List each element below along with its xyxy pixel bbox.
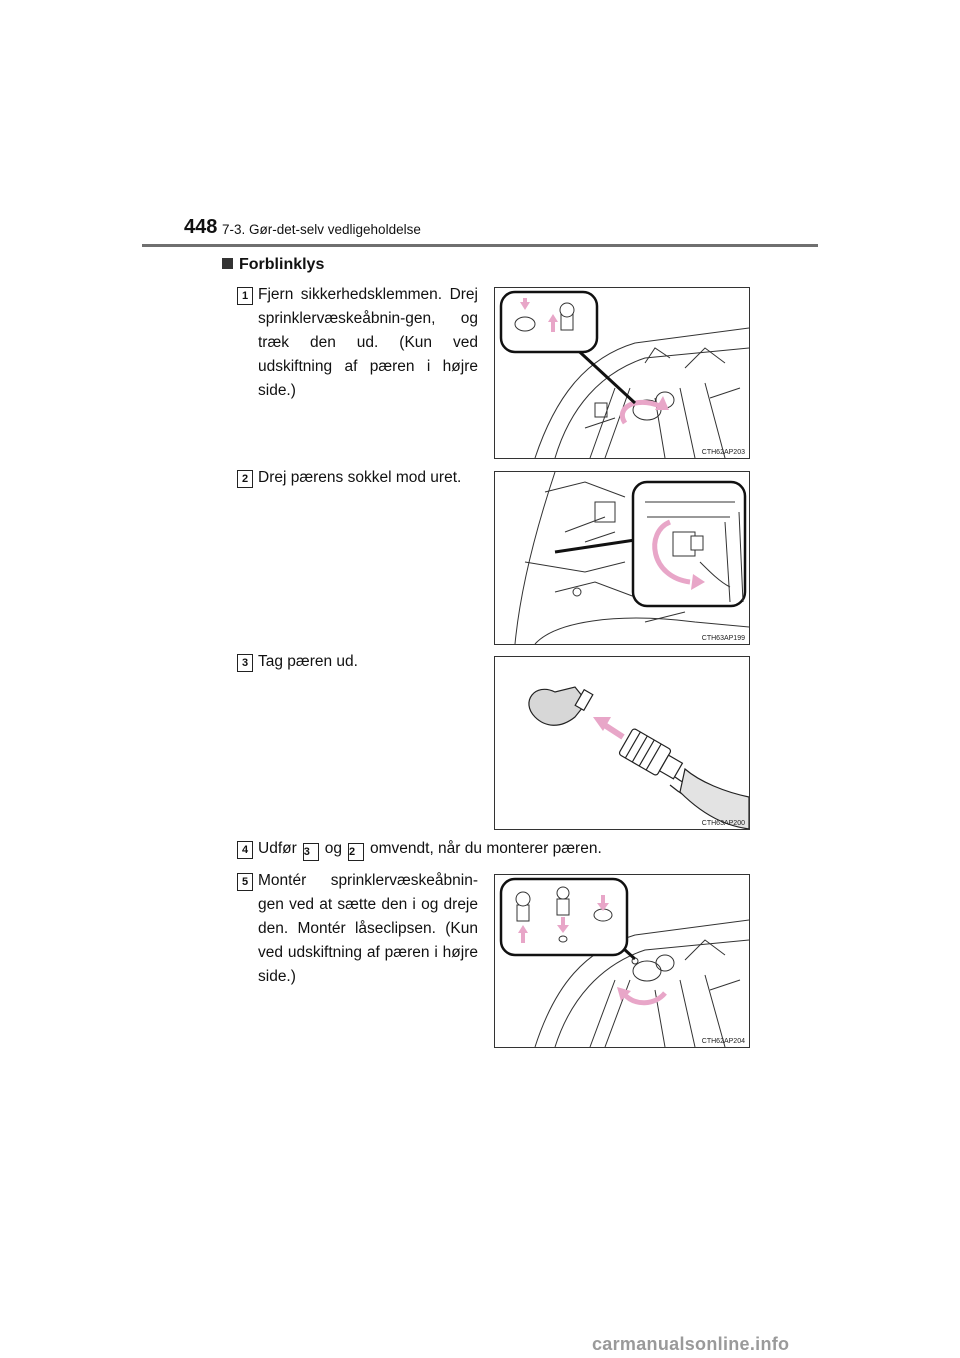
figure-code-2: CTH63AP199 bbox=[701, 635, 745, 642]
figure-code-5: CTH62AP204 bbox=[701, 1038, 745, 1045]
step-number-4: 4 bbox=[237, 841, 253, 859]
step-number-1: 1 bbox=[237, 287, 253, 305]
step-4-text-before: Udfør bbox=[258, 840, 297, 857]
engine-bay-illustration-2 bbox=[495, 472, 749, 644]
header-rule bbox=[142, 244, 818, 247]
figure-step-2 bbox=[494, 471, 750, 645]
step-number-3: 3 bbox=[237, 654, 253, 672]
section-heading bbox=[222, 256, 324, 274]
figure-code-3: CTH63AP200 bbox=[701, 820, 745, 827]
step-number-5: 5 bbox=[237, 873, 253, 891]
step-2-text: Drej pærens sokkel mod uret. bbox=[258, 469, 462, 486]
figure-code-1: CTH62AP203 bbox=[701, 449, 745, 456]
section-heading-text: Forblinklys bbox=[239, 256, 325, 273]
step-ref-3: 3 bbox=[303, 843, 319, 861]
section-title: 7-3. Gør-det-selv vedligeholdelse bbox=[222, 222, 421, 237]
page-number: 448 bbox=[184, 216, 218, 238]
step-ref-2: 2 bbox=[348, 843, 364, 861]
step-1-text: Fjern sikkerhedsklemmen. Drej sprinklervæskeåbnin-gen, og træk den ud. (Kun ved udskiftning af pæren i højre side.) bbox=[258, 286, 478, 399]
square-bullet-icon bbox=[222, 258, 233, 269]
step-number-2: 2 bbox=[237, 470, 253, 488]
step-4-text bbox=[258, 837, 738, 861]
figure-step-3 bbox=[494, 656, 750, 830]
engine-bay-illustration-1 bbox=[495, 288, 749, 458]
step-3-text: Tag pæren ud. bbox=[258, 653, 358, 670]
figure-step-5 bbox=[494, 874, 750, 1048]
step-4-text-middle: og bbox=[324, 840, 342, 857]
step-4-text-after: omvendt, når du monterer pæren. bbox=[370, 840, 602, 857]
figure-step-1 bbox=[494, 287, 750, 459]
engine-bay-illustration-5 bbox=[495, 875, 749, 1047]
bulb-removal-illustration bbox=[495, 657, 749, 829]
step-5-text: Montér sprinklervæskeåbnin-gen ved at sætte den i og dreje den. Montér låseclipsen. (Kun ved udskiftning af pæren i højre side.) bbox=[258, 872, 478, 985]
watermark: carmanualsonline.info bbox=[592, 1334, 790, 1354]
